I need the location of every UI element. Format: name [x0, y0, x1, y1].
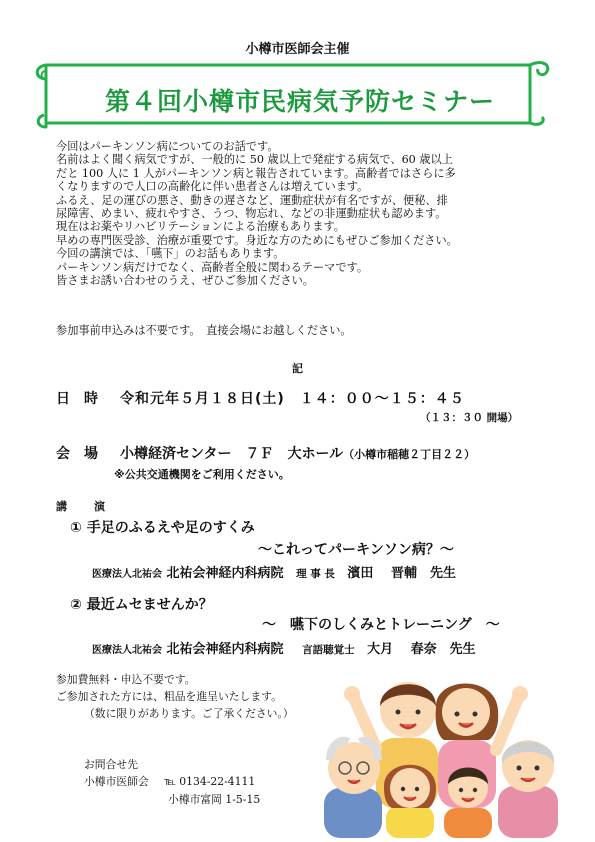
intro-line: 皆さまお誘い合わせのうえ、ぜひご参加ください。	[56, 274, 314, 288]
speaker-hospital: 北祐会神経内科病院	[166, 642, 284, 657]
gift-note: ご参加された方には、粗品を進呈いたします。	[56, 690, 282, 703]
page-title: 第４回小樽市民病気予防セミナー	[104, 87, 495, 116]
no-prereg-note: 参加事前申込みは不要です。 直接会場にお越しください。	[56, 324, 352, 337]
girl-figure	[384, 765, 436, 838]
organizer-line: 小樽市医師会主催	[245, 42, 350, 57]
intro-line: ふるえ、足の運びの悪さ、動きの遅さなど、運動症状が有名ですが、便秘、排	[56, 193, 448, 207]
speaker-name: 濱田 晋輔 先生	[347, 566, 456, 581]
intro-line: 名前はよく聞く病気ですが、一般的に 50 歳以上で発症する病気で、60 歳以上	[56, 153, 453, 167]
speaker-name: 大月 春奈 先生	[367, 642, 476, 657]
lecture-1-speaker-line	[92, 562, 456, 581]
contact-tel: ℡ 0134-22-4111	[164, 775, 256, 788]
speaker-org: 医療法人北祐会	[92, 645, 162, 656]
venue-name: 小樽経済センター ７Ｆ 大ホール	[120, 446, 344, 462]
lecture-title: 手足のふるえや足のすくみ	[86, 520, 255, 536]
intro-line: パーキンソン病だけでなく、高齢者全般に関わるテーマです。	[56, 260, 369, 274]
lecture-number: ①	[70, 520, 82, 536]
datetime-label: 日 時	[56, 391, 98, 407]
speaker-role: 言語聴覚士	[302, 644, 355, 656]
gift-limit-note: （数に限りがあります。ご了承ください。）	[84, 707, 294, 720]
ki-heading: 記	[292, 362, 303, 375]
intro-text	[56, 140, 556, 287]
grandmother-figure	[498, 740, 558, 838]
venue-address: （小樽市稲穂２丁目２２）	[343, 448, 476, 461]
intro-line: 現在はお薬やリハビリテーションによる治療もあります。	[56, 220, 345, 234]
venue-value	[120, 443, 475, 463]
intro-line: くなりますので人口の高齢化に伴い患者さんは増えています。	[56, 180, 369, 194]
lecture-title: 最近ムセませんか？	[86, 597, 213, 613]
transport-note: ※公共交通機関をご利用ください。	[114, 468, 290, 481]
lectures-label: 講 演	[56, 500, 113, 513]
intro-line: 今回はパーキンソン病についてのお話です。	[56, 140, 279, 153]
datetime-value: 令和元年５月１８日(土) １４：００～１５：４５	[120, 391, 465, 407]
lecture-1-title	[70, 517, 255, 537]
intro-line: だと 100 人に 1 人がパーキンソン病と報告されています。高齢者ではさらに多	[56, 166, 456, 180]
grandfather-figure	[324, 741, 382, 838]
lecture-2-title	[70, 594, 213, 614]
venue-label: 会 場	[56, 446, 98, 462]
intro-line: 尿障害、めまい、疲れやすさ、うつ、物忘れ、などの非運動症状も認めます。	[56, 207, 447, 221]
contact-address: 小樽市富岡 1-5-15	[168, 793, 261, 806]
lecture-number: ②	[70, 597, 82, 613]
intro-line: 今回の講演では、「嚥下」のお話もあります。	[56, 247, 285, 261]
doors-open-time: （１３：３０ 開場）	[420, 412, 519, 424]
fee-note: 参加費無料・申込不要です。	[56, 673, 196, 686]
contact-line	[84, 774, 255, 790]
contact-label: お問合せ先	[84, 758, 138, 771]
speaker-org: 医療法人北祐会	[92, 569, 162, 580]
intro-line: 早めの専門医受診、治療が重要です。身近な方のためにもぜひご参加ください。	[56, 233, 458, 247]
lecture-1-subtitle: ～これってパーキンソン病？～	[258, 542, 454, 558]
speaker-hospital: 北祐会神経内科病院	[166, 566, 284, 581]
lecture-2-subtitle: ～ 嚥下のしくみとトレーニング ～	[262, 617, 500, 633]
speaker-role: 理 事 長	[296, 568, 335, 580]
family-illustration	[318, 668, 568, 838]
contact-org: 小樽市医師会	[84, 775, 149, 788]
lecture-2-speaker-line	[92, 638, 476, 657]
